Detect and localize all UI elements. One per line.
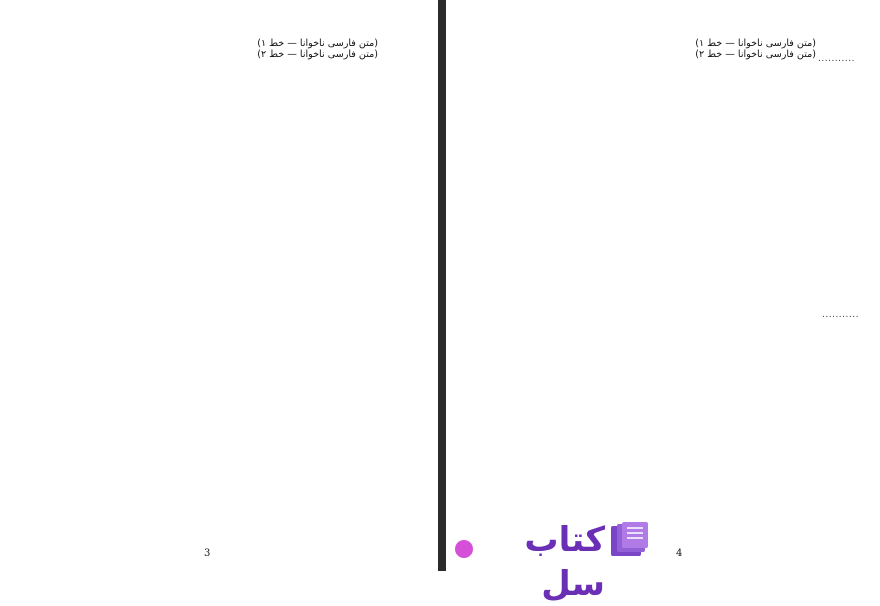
- dot-leader: ...........: [818, 54, 855, 64]
- text-line: (متن فارسی ناخوانا — خط ۲): [257, 49, 378, 61]
- dot-leader: ...........: [822, 310, 859, 320]
- text-line: (متن فارسی ناخوانا — خط ۱): [695, 38, 816, 49]
- book-stack-icon: [607, 520, 651, 560]
- right-page-text: [458, 38, 816, 60]
- right-page-number: 4: [676, 548, 683, 559]
- book-gutter: [438, 0, 446, 571]
- text-line: (متن فارسی ناخوانا — خط ۱): [257, 38, 378, 49]
- left-page: [0, 0, 438, 571]
- logo-text: کتاب سل: [524, 520, 605, 604]
- right-page: [446, 0, 880, 604]
- left-page-text: [26, 38, 378, 60]
- book-top-shape: [622, 522, 648, 548]
- text-line: (متن فارسی ناخوانا — خط ۲): [695, 49, 816, 61]
- site-logo: [455, 518, 655, 604]
- left-page-number: 3: [204, 548, 211, 559]
